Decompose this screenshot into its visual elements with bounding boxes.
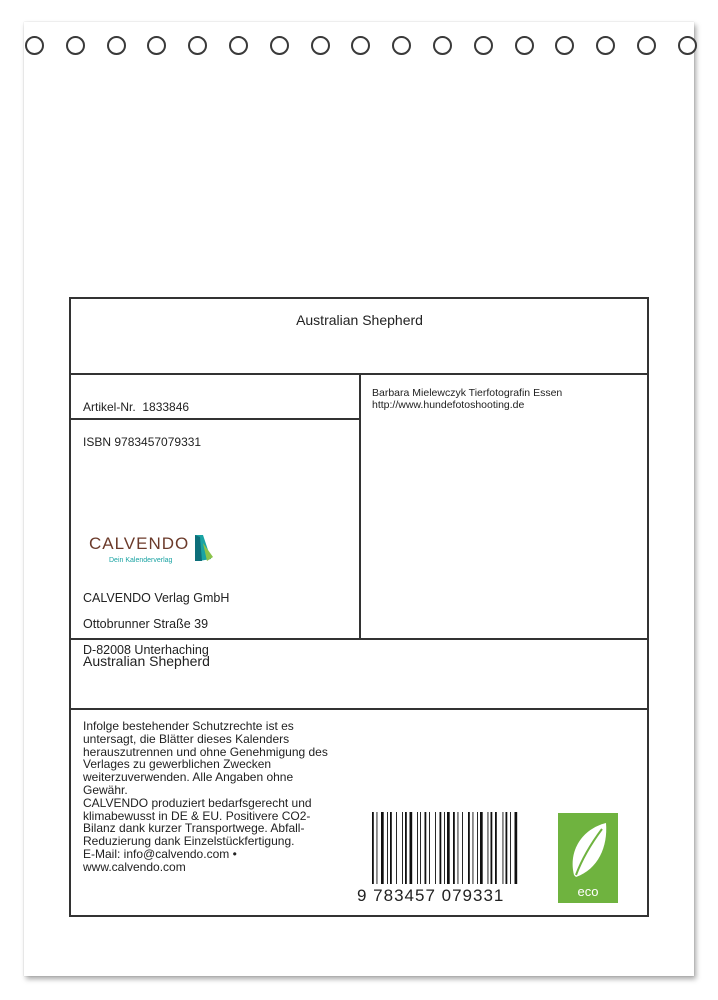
- barcode-bar: [488, 812, 489, 884]
- barcode-bar: [387, 812, 388, 884]
- binding-ring: [433, 36, 452, 55]
- barcode-bar: [396, 812, 397, 884]
- barcode-bar: [453, 812, 455, 884]
- barcode-bar: [462, 812, 463, 884]
- logo-tagline: Dein Kalenderverlag: [109, 557, 173, 564]
- eco-label: [558, 813, 618, 903]
- barcode-bar: [372, 812, 374, 884]
- page-title: Australian Shepherd: [296, 312, 423, 328]
- binding-ring: [637, 36, 656, 55]
- article-value: 1833846: [142, 400, 190, 414]
- binding-ring: [555, 36, 574, 55]
- barcode-bar: [429, 812, 430, 884]
- calvendo-logo: [89, 533, 229, 569]
- photographer-box: [359, 373, 649, 640]
- article-label: Artikel-Nr.: [83, 400, 136, 414]
- barcode-bar: [491, 812, 493, 884]
- isbn: ISBN 9783457079331: [83, 435, 202, 449]
- photographer-name: Barbara Mielewczyk Tierfotografin Essen: [372, 387, 563, 399]
- barcode-bar: [435, 812, 436, 884]
- barcode-bar: [417, 812, 418, 884]
- barcode-bar: [440, 812, 442, 884]
- barcode-bar: [515, 812, 518, 884]
- barcode-bar: [405, 812, 407, 884]
- publisher-street: Ottobrunner Straße 39: [83, 617, 209, 631]
- barcode-bar: [420, 812, 421, 884]
- binding-ring: [474, 36, 493, 55]
- binding-ring: [311, 36, 330, 55]
- publisher-city: D-82008 Unterhaching: [83, 643, 209, 657]
- barcode-bar: [480, 812, 483, 884]
- barcode-bar: [390, 812, 392, 884]
- barcode-bar: [381, 812, 384, 884]
- barcode-bar: [458, 812, 459, 884]
- title-box: [69, 297, 649, 375]
- barcode: [372, 812, 518, 884]
- eco-leaf-icon: [558, 813, 618, 903]
- binding-ring: [107, 36, 126, 55]
- binding-ring: [351, 36, 370, 55]
- logo-wordmark: CALVENDO: [89, 534, 190, 553]
- barcode-bar: [503, 812, 504, 884]
- barcode-bar: [377, 812, 378, 884]
- barcode-bar: [444, 812, 445, 884]
- spiral-binding: [0, 36, 718, 58]
- barcode-bar: [425, 812, 427, 884]
- barcode-bar: [506, 812, 508, 884]
- barcode-bar: [402, 812, 403, 884]
- photographer-url: http://www.hundefotoshooting.de: [372, 399, 525, 411]
- binding-ring: [515, 36, 534, 55]
- legal-text: Infolge bestehender Schutzrechte ist es untersagt, die Blätter dieses Kalenders herauszutrennen und ohne Genehmigung des Verlages zu gewerblichen Zwecken weiterzuverwenden. Alle Angaben ohne Gewähr. CALVENDO produziert bedarfsgerecht und klimabewusst in DE & EU. Positivere CO2- Bilanz dank kurzer Transportwege. Abfall- Reduzierung dank Einzelstückfertigung. E-Mail: info@calvendo.com • www.calvendo.com: [83, 719, 328, 874]
- barcode-bar: [410, 812, 413, 884]
- barcode-bar: [495, 812, 497, 884]
- binding-ring: [66, 36, 85, 55]
- binding-ring: [147, 36, 166, 55]
- barcode-bar: [468, 812, 470, 884]
- subtitle: Australian Shepherd: [83, 653, 210, 669]
- binding-ring: [678, 36, 697, 55]
- binding-ring: [229, 36, 248, 55]
- barcode-bar: [473, 812, 474, 884]
- publisher-company: CALVENDO Verlag GmbH: [83, 591, 230, 605]
- barcode-bar: [510, 812, 511, 884]
- article-number: [83, 388, 189, 414]
- barcode-bar: [447, 812, 450, 884]
- binding-ring: [270, 36, 289, 55]
- binding-ring: [596, 36, 615, 55]
- binding-ring: [25, 36, 44, 55]
- calvendo-logo-graphic: [89, 533, 229, 569]
- eco-text: eco: [577, 884, 599, 899]
- binding-ring: [392, 36, 411, 55]
- subtitle-box: [69, 638, 649, 710]
- barcode-number: 9 783457 079331: [357, 886, 505, 905]
- barcode-bar: [477, 812, 478, 884]
- binding-ring: [188, 36, 207, 55]
